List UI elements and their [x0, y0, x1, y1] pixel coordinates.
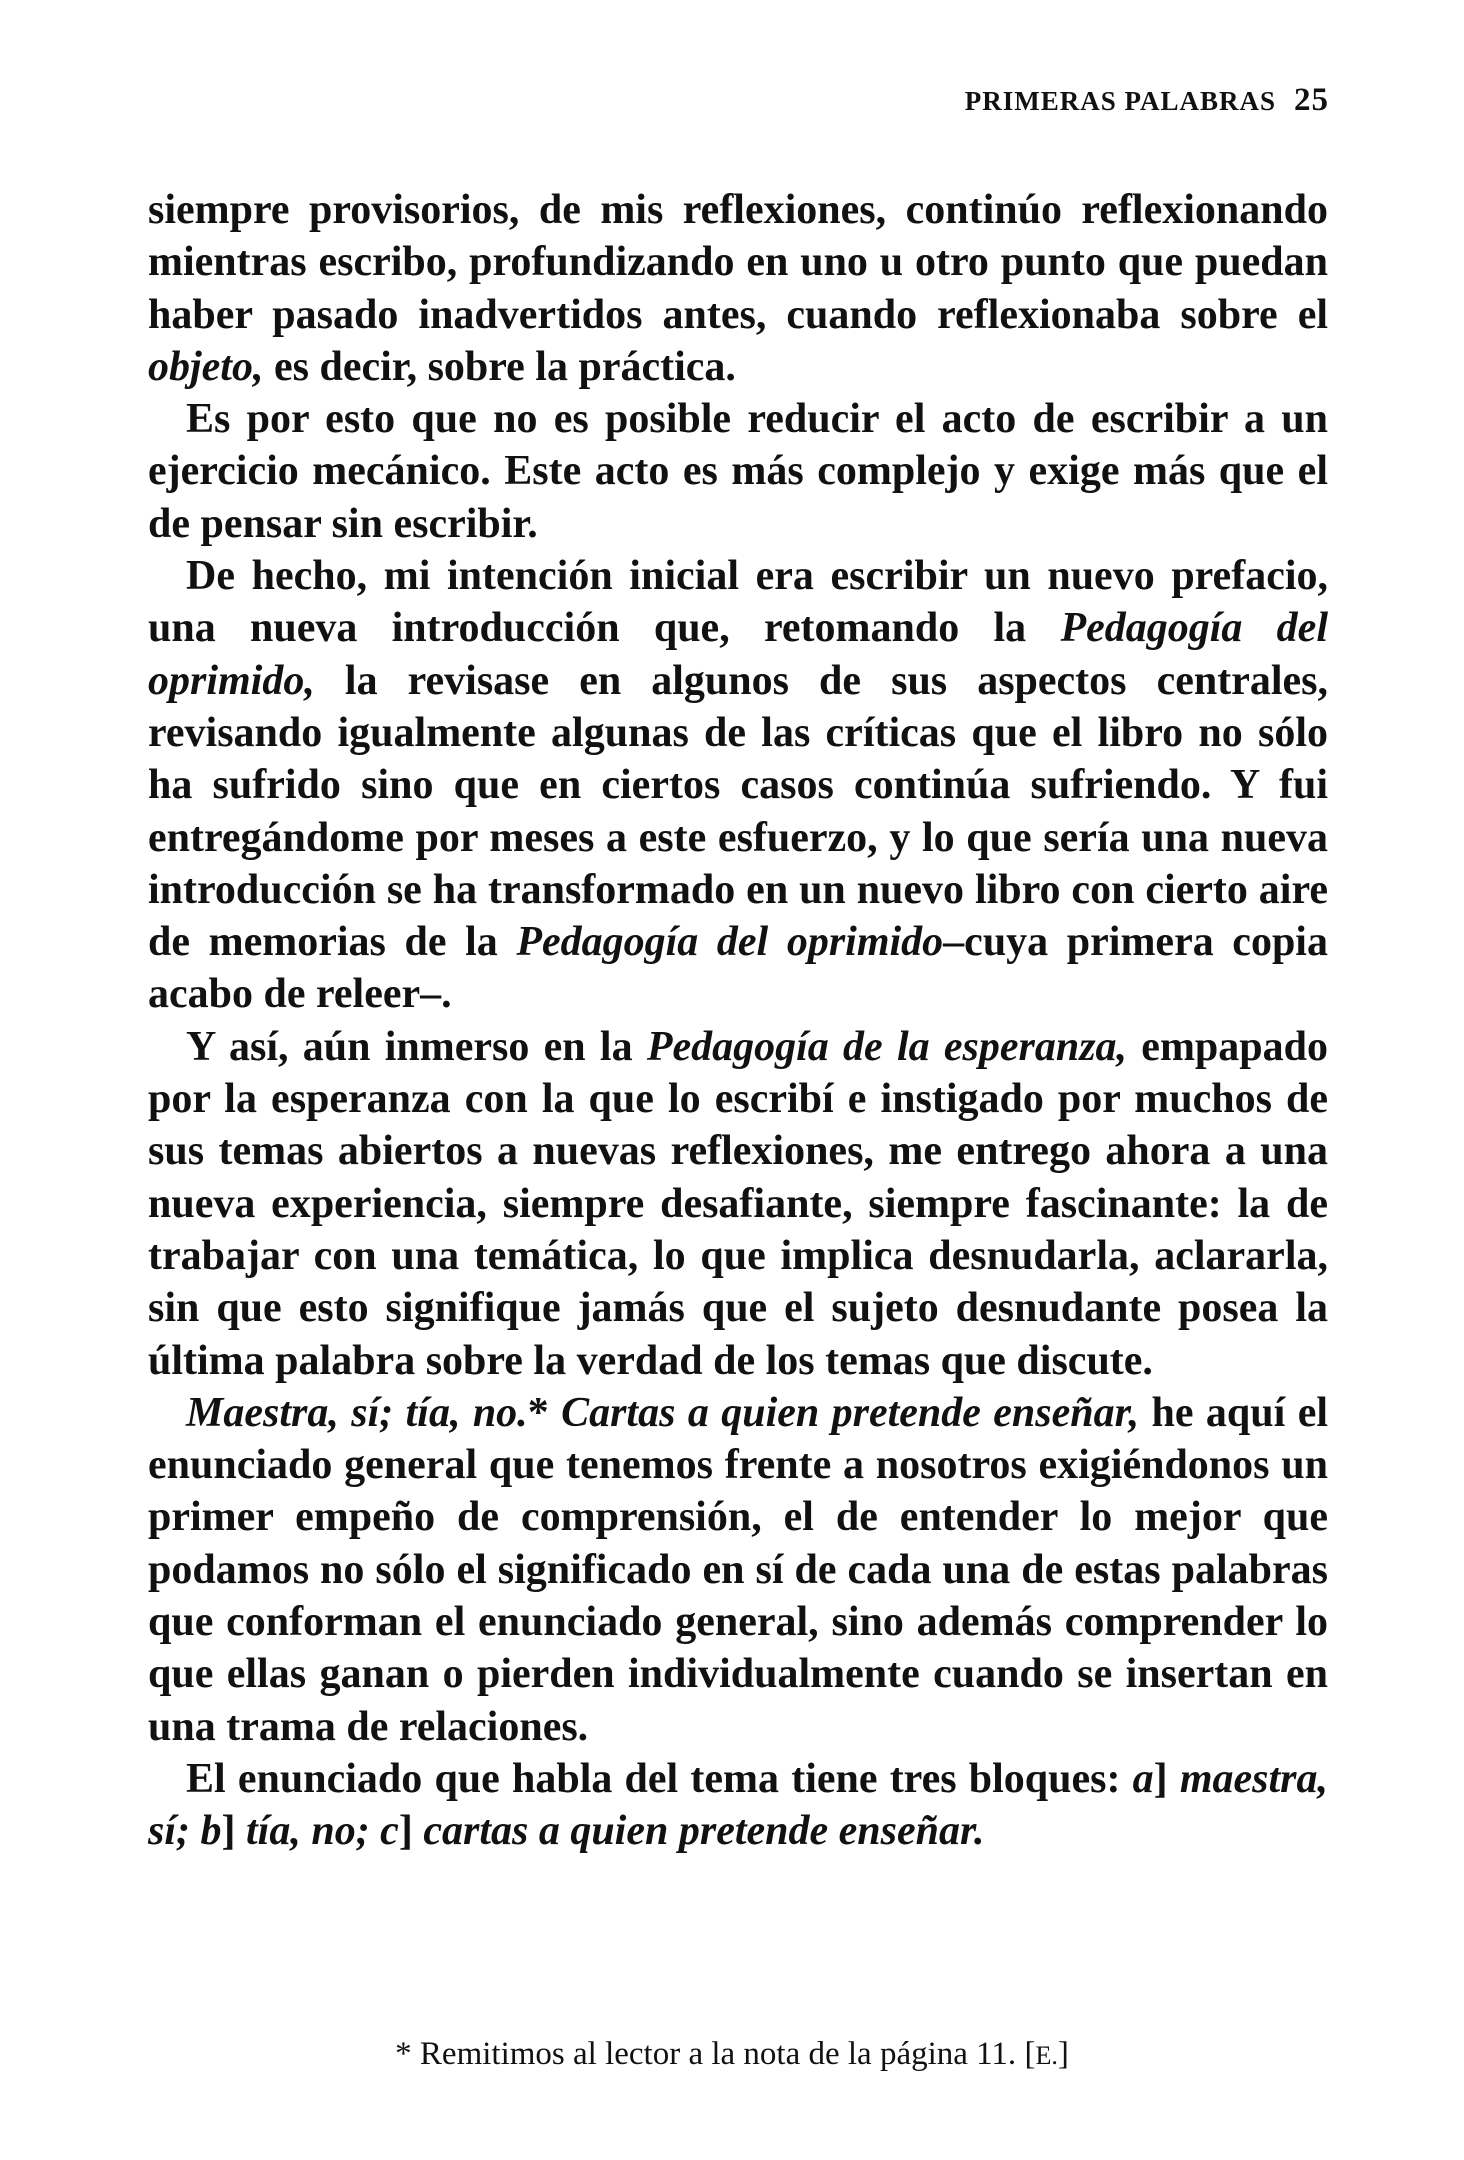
paragraph	[148, 184, 1328, 393]
paragraph	[148, 550, 1328, 1021]
italic-text: a	[1132, 1755, 1154, 1802]
text-run: ]	[398, 1808, 424, 1855]
text-run: ]	[1153, 1755, 1180, 1802]
italic-text: cartas a quien pretende enseñar.	[423, 1808, 985, 1855]
text-run: *	[527, 1389, 562, 1436]
page-number: 25	[1294, 82, 1329, 118]
body-text	[148, 184, 1328, 1858]
italic-text: Pedagogía de la esperanza,	[646, 1023, 1128, 1070]
running-title: PRIMERAS PALABRAS	[964, 86, 1276, 116]
italic-text: Pedagogía del oprimido	[516, 919, 944, 966]
italic-text: maestra, sí; b	[148, 1755, 1328, 1855]
text-run: la revisase en algunos de sus aspectos centrales, revisando igualmente algunas de las críticas que el libro no sólo ha sufrido sino que en ciertos casos continúa sufriendo. Y fui entregándome por meses a este esfuerzo, y lo que sería una nueva introducción se ha transformado en un nuevo libro con cierto aire de memorias de la	[148, 657, 1328, 966]
footnote-tag-open: [	[1024, 2036, 1036, 2072]
footnote-text: Remitimos al lector a la nota de la página 11.	[419, 2036, 1017, 2072]
footnote-tag-close: ]	[1057, 2036, 1069, 2072]
footnote-marker: *	[395, 2036, 412, 2072]
text-run: De hecho, mi intención inicial era escribir un nuevo prefacio, una nueva introducción que, retomando la	[148, 553, 1328, 652]
text-run: es decir, sobre la práctica.	[263, 343, 736, 390]
paragraph	[148, 1753, 1328, 1858]
running-head	[965, 82, 1329, 119]
footnote-editor-tag: E.	[1035, 2041, 1058, 2070]
text-run: siempre provisorios, de mis reflexiones, continúo reflexionando mientras escribo, profundizando en uno u otro punto que puedan haber pasado inadvertidos antes, cuando reflexionaba sobre el	[148, 187, 1328, 338]
italic-text: Cartas a quien pretende enseñar,	[561, 1389, 1140, 1436]
text-run: empapado por la esperanza con la que lo escribí e instigado por muchos de sus temas abiertos a nuevas reflexiones, me entrego ahora a una nueva experiencia, siempre desafiante, siempre fascinante: la de trabajar con una temática, lo que implica desnudarla, aclararla, sin que esto signifique jamás que el sujeto desnudante posea la última palabra sobre la verdad de los temas que discute.	[148, 1023, 1329, 1384]
text-run: he aquí el enunciado general que tenemos frente a nosotros exigiéndonos un primer empeño de comprensión, el de entender lo mejor que podamos no sólo el significado en sí de cada una de estas palabras que conforman el enunciado general, sino además comprender lo que ellas ganan o pierden individualmente cuando se insertan en una trama de relaciones.	[148, 1389, 1329, 1750]
paragraph	[148, 1021, 1328, 1387]
text-run: –cuya primera copia acabo de releer–.	[148, 919, 1328, 1018]
text-run: ]	[221, 1808, 246, 1855]
italic-text: Maestra, sí; tía, no.	[186, 1389, 528, 1436]
text-run: El enunciado que habla del tema tiene tres bloques:	[186, 1755, 1133, 1802]
footnote	[0, 2036, 1464, 2073]
italic-text: tía, no; c	[246, 1808, 399, 1855]
text-run: Es por esto que no es posible reducir el acto de escribir a un ejercicio mecánico. Este acto es más complejo y exige más que el de pensar sin escribir.	[148, 396, 1328, 547]
paragraph	[148, 393, 1328, 550]
italic-text: Pedagogía del oprimido,	[148, 605, 1328, 704]
italic-text: objeto,	[148, 343, 264, 390]
paragraph	[148, 1387, 1328, 1753]
text-run: Y así, aún inmerso en la	[186, 1023, 647, 1070]
